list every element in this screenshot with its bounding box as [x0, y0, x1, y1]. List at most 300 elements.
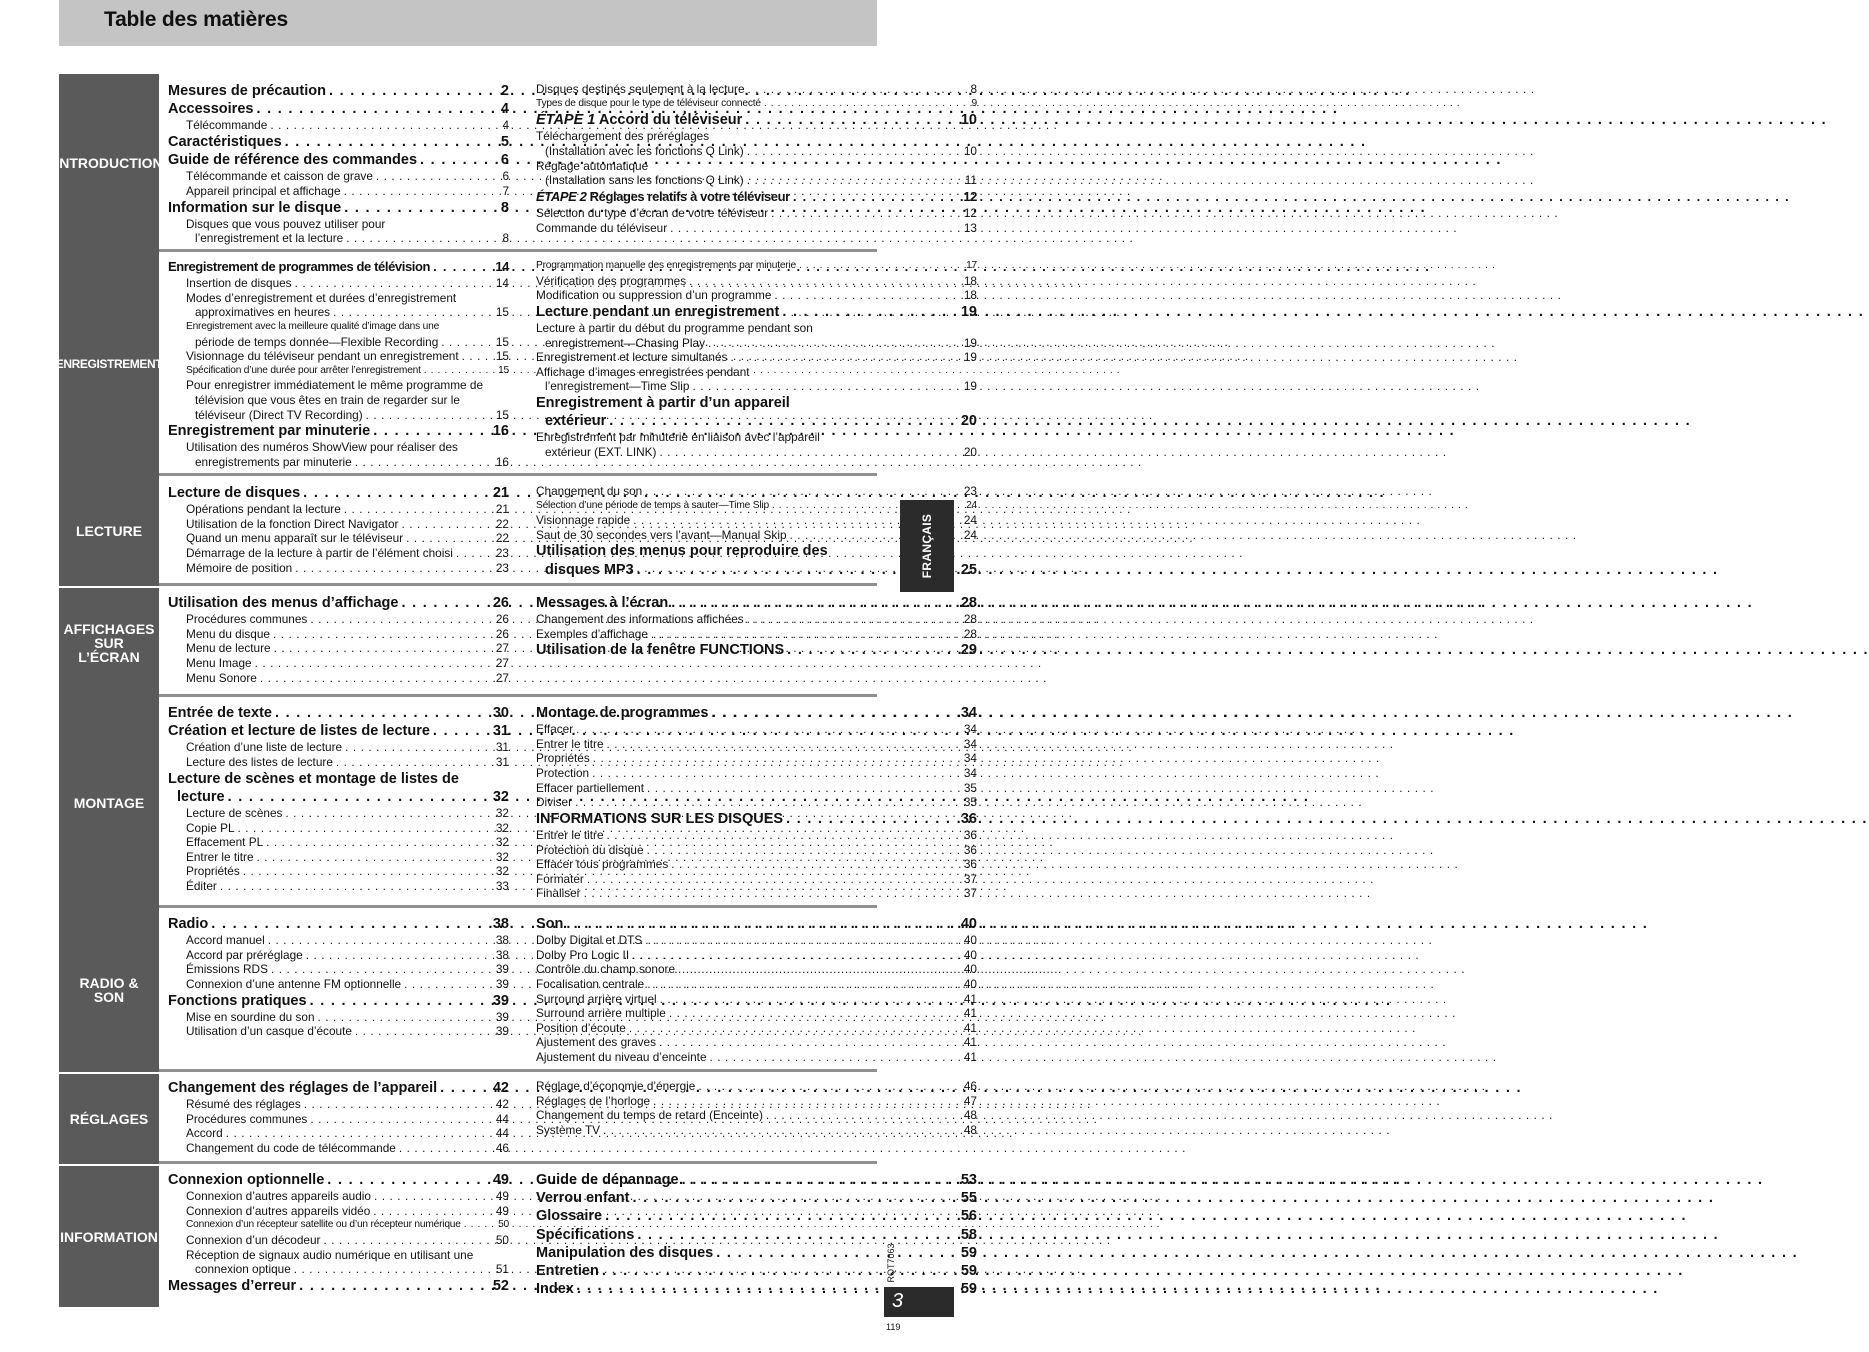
toc-page-number: 34 — [963, 722, 977, 737]
toc-entry — [168, 671, 509, 686]
toc-entry-text: Information sur le disque — [168, 199, 342, 216]
toc-entry-title — [177, 788, 225, 806]
toc-page-number: 8 — [502, 231, 509, 246]
toc-entry — [168, 231, 509, 246]
toc-entry-text: Montage de programmes — [536, 705, 709, 721]
toc-entry-title — [536, 528, 787, 543]
toc-entry-title — [186, 1204, 370, 1219]
toc-entry-text: Messages d’erreur — [168, 1277, 297, 1294]
toc-page-number: 25 — [960, 561, 977, 578]
toc-page-number: 19 — [963, 379, 977, 394]
dot-leader — [299, 1277, 490, 1295]
toc-entry-title — [536, 542, 828, 560]
dot-leader — [584, 886, 961, 901]
toc-entry-text: enregistrement—Chasing Play — [545, 335, 705, 350]
dot-leader — [238, 821, 493, 836]
toc-entry-title — [195, 408, 363, 423]
page-number: 3 — [892, 1290, 904, 1312]
toc-entry-title — [186, 546, 453, 561]
toc-entry — [536, 274, 977, 289]
dot-leader — [607, 737, 961, 752]
toc-entry-title — [186, 671, 257, 686]
dot-leader — [255, 656, 493, 671]
dot-leader — [257, 850, 493, 865]
toc-page-number: 31 — [495, 740, 509, 755]
toc-page-number: 41 — [963, 1035, 977, 1050]
toc-entry — [168, 656, 509, 671]
dot-leader — [303, 484, 490, 502]
section-label: RÉGLAGES — [59, 1074, 159, 1164]
toc-page-number: 17 — [966, 260, 977, 271]
toc-page-number: 55 — [960, 1190, 977, 1207]
toc-entry-text: Glossaire — [536, 1208, 603, 1225]
toc-entry — [168, 1010, 509, 1025]
toc-page-number: 36 — [960, 810, 977, 827]
toc-entry-text: Connexion d’autres appareils vidéo — [186, 1203, 371, 1218]
toc-entry — [168, 305, 509, 320]
toc-entry-text: Lecture de scènes et montage de listes de — [168, 770, 459, 787]
toc-entry-text: Surround arrière virtuel — [536, 991, 657, 1006]
toc-entry — [536, 810, 977, 828]
toc-page-number: 40 — [963, 933, 977, 948]
toc-entry-title — [168, 722, 430, 740]
toc-page-number: 31 — [492, 723, 509, 740]
toc-entry-text: Téléchargement des préréglages — [536, 129, 710, 144]
toc-entry-text: Réception de signaux audio numérique en utilisant une — [186, 1247, 474, 1262]
dot-leader — [602, 1262, 958, 1280]
toc-entry — [536, 857, 977, 872]
toc-entry-title — [536, 915, 563, 933]
toc-entry-text: Entrer le titre — [536, 827, 604, 842]
toc-page-number: 24 — [963, 513, 977, 528]
toc-page-number: 32 — [492, 788, 509, 805]
toc-entry-text: Pour enregistrer immédiatement le même programme de — [186, 378, 484, 393]
toc-entry — [168, 850, 509, 865]
toc-page-number: 13 — [963, 220, 977, 235]
toc-entry — [536, 828, 977, 843]
toc-entry-text: Son — [536, 916, 564, 932]
dot-leader — [424, 364, 495, 379]
toc-entry-title — [168, 151, 417, 169]
title-bar — [59, 0, 877, 46]
toc-entry-text: Changement des réglages de l’appareil — [168, 1080, 438, 1096]
section-label: MONTAGE — [59, 697, 159, 908]
toc-entry-text: Sélection d’une période de temps à sauter—Time Slip — [536, 499, 769, 511]
toc-entry — [168, 291, 509, 306]
toc-entry-text: Insertion de disques — [186, 276, 292, 291]
toc-page-number: 42 — [492, 1080, 509, 1096]
toc-entry-title — [536, 188, 790, 206]
page-title: Table des matières — [104, 8, 288, 31]
toc-entry-title — [186, 656, 252, 671]
toc-entry-title — [168, 770, 459, 788]
toc-entry — [168, 879, 509, 894]
toc-entry-title — [536, 641, 784, 659]
toc-page-number: 40 — [963, 947, 977, 962]
toc-entry — [536, 766, 977, 781]
toc-entry — [168, 100, 509, 118]
dot-leader — [647, 781, 961, 796]
section-label: ENREGISTREMENT — [59, 252, 159, 476]
dot-leader — [682, 1171, 958, 1189]
toc-column-left — [168, 74, 509, 252]
toc-entry-text: Verrou enfant — [536, 1190, 630, 1207]
dot-leader — [708, 336, 961, 351]
toc-entry-text: Affichage d’images enregistrées pendant — [536, 364, 750, 379]
toc-page-number: 59 — [960, 1263, 977, 1280]
toc-entry-text: Lecture de scènes — [186, 806, 283, 820]
toc-entry-title — [536, 1244, 713, 1262]
toc-entry-title — [536, 1079, 695, 1094]
toc-entry-title — [186, 169, 373, 184]
toc-entry-title — [536, 737, 604, 752]
toc-entry-text: Visionnage du téléviseur pendant un enregistrement — [186, 349, 459, 364]
dot-leader — [659, 1035, 961, 1050]
toc-entry-text: période de temps donnée—Flexible Recording — [195, 334, 439, 349]
toc-entry-title — [186, 835, 263, 850]
toc-entry-text: Système TV — [536, 1122, 601, 1137]
toc-entry — [168, 82, 509, 100]
toc-entry-text: Utilisation des menus pour reproduire des — [536, 543, 828, 560]
toc-entry — [536, 722, 977, 737]
toc-entry-text: Accord du téléviseur — [598, 112, 743, 129]
toc-entry-title — [545, 561, 634, 579]
toc-entry-text: Utilisation de la fonction Direct Navigator — [186, 516, 399, 531]
dot-leader — [710, 1050, 961, 1065]
toc-entry-text: Menu de lecture — [186, 641, 271, 656]
toc-page-number: 32 — [495, 849, 509, 864]
toc-entry-text: Fonctions pratiques — [168, 992, 307, 1009]
dot-leader — [745, 111, 958, 129]
toc-page-number: 26 — [495, 626, 509, 641]
dot-leader — [329, 82, 498, 100]
toc-entry-text: Vérification des programmes — [536, 273, 687, 288]
toc-entry-title — [536, 795, 572, 810]
toc-entry-title — [545, 445, 656, 460]
toc-page-number: 41 — [963, 1020, 977, 1035]
toc-entry — [168, 915, 509, 933]
toc-entry — [168, 1171, 509, 1189]
dot-leader — [782, 303, 958, 321]
toc-entry-title — [545, 379, 689, 394]
toc-entry-text: Disques destinés seulement à la lecture — [536, 82, 745, 96]
toc-entry-text: Exemples d’affichage — [536, 626, 648, 641]
toc-entry — [168, 1218, 509, 1233]
toc-page-number: 4 — [500, 101, 509, 118]
section-label: INFORMATION — [59, 1166, 159, 1307]
toc-entry — [168, 378, 509, 393]
toc-entry — [168, 408, 509, 423]
toc-entry-title — [186, 561, 292, 576]
toc-entry — [168, 1024, 509, 1039]
toc-entry-title — [168, 992, 307, 1010]
toc-entry — [168, 740, 509, 755]
dot-leader — [678, 962, 961, 977]
toc-entry-text: Télécommande — [186, 118, 268, 133]
toc-entry-title — [536, 1050, 707, 1065]
toc-entry-title — [168, 1277, 296, 1295]
toc-entry-text: Enregistrement par minuterie — [168, 423, 371, 440]
toc-entry-text: Guide de référence des commandes — [168, 152, 418, 169]
toc-entry-text: Réglages relatifs à votre téléviseur — [589, 188, 790, 204]
toc-entry-text: Effacer — [536, 722, 574, 737]
toc-entry — [536, 321, 977, 336]
toc-entry-text: Mémoire de position — [186, 560, 293, 575]
toc-entry — [168, 546, 509, 561]
dot-leader — [260, 671, 493, 686]
toc-page-number: 32 — [495, 820, 509, 835]
toc-entry-text: Utilisation des menus d’affichage — [168, 595, 399, 611]
toc-entry-title — [186, 1112, 307, 1127]
toc-entry-title — [536, 992, 657, 1007]
language-tab — [900, 500, 954, 592]
toc-entry-title — [168, 1171, 324, 1189]
toc-entry-text: Réglage automatique — [536, 158, 649, 173]
toc-page-number: 44 — [495, 1126, 509, 1141]
toc-column-left — [168, 1074, 509, 1164]
toc-page-number: 56 — [960, 1208, 977, 1225]
toc-page-number: 19 — [963, 350, 977, 365]
toc-entry — [536, 781, 977, 796]
section-introduction — [55, 74, 977, 252]
toc-entry-title — [186, 879, 217, 894]
dot-leader — [787, 641, 958, 659]
toc-entry — [168, 133, 509, 151]
toc-entry-title — [186, 740, 342, 755]
dot-leader — [401, 594, 489, 612]
toc-column-left — [168, 908, 509, 1072]
toc-column-right — [536, 1166, 977, 1307]
dot-leader — [786, 810, 958, 828]
toc-entry-title — [536, 612, 744, 627]
toc-entry-text: Types de disque pour le type de téléviseur connecté — [536, 97, 761, 109]
toc-page-number: 36 — [963, 857, 977, 872]
toc-page-number: 6 — [500, 152, 509, 169]
dot-leader — [647, 843, 961, 858]
toc-entry-title — [186, 378, 483, 393]
toc-entry — [536, 288, 977, 303]
page-number-box — [884, 1287, 954, 1317]
toc-entry-title — [168, 199, 341, 217]
toc-entry-title — [186, 1248, 473, 1263]
toc-entry-text: Procédures communes — [186, 612, 308, 627]
toc-column-right — [536, 1074, 977, 1164]
toc-entry — [168, 335, 509, 350]
toc-entry — [168, 118, 509, 133]
toc-page-number: 50 — [498, 1219, 509, 1231]
toc-entry-title — [168, 1079, 437, 1097]
dot-leader — [669, 1006, 961, 1021]
toc-entry — [536, 843, 977, 858]
toc-entry — [536, 336, 977, 351]
dot-leader — [799, 259, 963, 274]
toc-entry-title — [545, 173, 744, 188]
toc-page-number: 24 — [966, 499, 977, 511]
toc-entry — [536, 751, 977, 766]
toc-entry-title — [536, 751, 590, 766]
toc-entry — [168, 1233, 509, 1248]
toc-entry-title — [186, 962, 268, 977]
dot-leader — [399, 1141, 493, 1156]
toc-entry — [168, 502, 509, 517]
toc-entry-title — [186, 1189, 371, 1204]
toc-page-number: 36 — [963, 827, 977, 842]
toc-entry-title — [536, 365, 750, 380]
toc-entry-text: Ajustement des graves — [536, 1035, 656, 1050]
toc-page-number: 37 — [963, 871, 977, 886]
toc-page-number: 23 — [963, 484, 977, 498]
toc-page-number: 51 — [495, 1262, 509, 1277]
toc-entry-text: Création et lecture de listes de lecture — [168, 723, 430, 740]
toc-entry — [168, 484, 509, 502]
toc-entry-text: (Installation avec les fonctions Q Link) — [545, 143, 744, 158]
toc-entry-text: Démarrage de la lecture à partir de l’élément choisi — [186, 545, 453, 560]
toc-entry — [168, 349, 509, 364]
toc-entry-text: téléviseur (Direct TV Recording) — [195, 407, 363, 422]
toc-page-number: 15 — [495, 305, 509, 320]
toc-page-number: 49 — [495, 1189, 509, 1204]
toc-entry-title — [536, 303, 779, 321]
toc-entry-title — [186, 184, 341, 199]
toc-entry — [168, 1112, 509, 1127]
toc-entry-text: Entrée de texte — [168, 705, 272, 721]
dot-leader — [632, 948, 961, 963]
toc-entry-text: Copie PL — [186, 820, 235, 835]
dot-leader — [592, 766, 961, 781]
toc-page-number: 23 — [495, 545, 509, 560]
toc-entry-title — [545, 144, 744, 159]
dot-leader — [401, 517, 492, 532]
toc-entry — [536, 737, 977, 752]
dot-leader — [220, 879, 493, 894]
section-montage — [59, 697, 977, 908]
toc-entry-title — [536, 872, 584, 887]
toc-entry-title — [536, 1226, 634, 1244]
toc-entry-title — [186, 641, 271, 656]
toc-entry — [536, 933, 977, 948]
toc-column-right — [536, 74, 977, 252]
toc-entry-text: Changement du code de télécommande — [186, 1140, 396, 1155]
toc-entry-title — [186, 291, 456, 306]
toc-entry — [536, 445, 977, 460]
toc-entry-title — [536, 499, 769, 514]
dot-leader — [274, 641, 493, 656]
dot-leader — [659, 445, 960, 460]
toc-entry-title — [168, 484, 300, 502]
toc-entry-text: Guide de dépannage — [536, 1172, 679, 1188]
toc-entry — [536, 144, 977, 159]
toc-entry-text: Protection — [536, 765, 590, 780]
toc-entry-text: Éditer — [186, 878, 217, 893]
dot-leader — [607, 828, 961, 843]
toc-entry — [536, 1123, 977, 1138]
toc-entry-text: Connexion d’une antenne FM optionnelle — [186, 976, 402, 991]
toc-page-number: 30 — [492, 705, 509, 721]
toc-page-number: 8 — [500, 199, 509, 216]
dot-leader — [670, 221, 961, 236]
toc-entry-text: Connexion optionnelle — [168, 1172, 325, 1188]
toc-entry — [536, 1050, 977, 1065]
toc-page-number: 27 — [495, 655, 509, 670]
toc-entry — [536, 188, 977, 206]
toc-entry-title — [536, 394, 790, 412]
toc-entry — [168, 835, 509, 850]
toc-entry-title — [168, 100, 253, 118]
toc-page-number: 47 — [963, 1093, 977, 1108]
toc-entry — [168, 1126, 509, 1141]
toc-entry — [536, 394, 977, 412]
toc-entry-text: approximatives en heures — [195, 305, 331, 320]
toc-entry-title — [168, 915, 208, 933]
toc-page-number: 15 — [498, 364, 509, 376]
toc-entry-text: Protection du disque — [536, 842, 644, 857]
toc-entry-title — [536, 962, 675, 977]
dot-leader — [651, 627, 961, 642]
toc-entry — [536, 412, 977, 430]
toc-entry-title — [536, 843, 644, 858]
toc-entry-text: Modification ou suppression d’un programme — [536, 288, 772, 303]
dot-leader — [366, 408, 493, 423]
dot-leader — [632, 1189, 957, 1207]
toc-page-number: 21 — [492, 485, 509, 501]
toc-entry-text: INFORMATIONS SUR LES DISQUES — [536, 810, 784, 827]
toc-entry — [168, 517, 509, 532]
toc-entry-text: Opérations pendant la lecture — [186, 502, 341, 517]
dot-leader — [766, 1108, 961, 1123]
toc-page-number: 38 — [495, 933, 509, 948]
dot-leader — [226, 1126, 493, 1141]
toc-entry-title — [186, 531, 403, 546]
toc-entry-title — [186, 502, 341, 517]
dot-leader — [256, 100, 497, 118]
section-radio-son — [59, 908, 977, 1072]
toc-entry-text: Ajustement du niveau d’enceinte — [536, 1049, 707, 1064]
toc-page-number: 9 — [971, 97, 977, 109]
dot-leader — [433, 722, 490, 740]
dot-leader — [764, 97, 969, 112]
toc-entry-title — [168, 594, 398, 612]
toc-page-number: 24 — [963, 527, 977, 542]
toc-entry-text: Formater — [536, 871, 584, 886]
toc-entry-title — [536, 828, 604, 843]
toc-entry — [536, 992, 977, 1007]
toc-page-number: 38 — [492, 916, 509, 932]
dot-leader — [653, 1094, 961, 1109]
dot-leader — [605, 1207, 958, 1225]
toc-entry — [536, 627, 977, 642]
toc-entry-title — [536, 704, 708, 722]
dot-leader — [692, 379, 960, 394]
dot-leader — [406, 531, 493, 546]
toc-entry-text: Entrer le titre — [186, 849, 254, 864]
dot-leader — [576, 722, 961, 737]
toc-entry-text: Enregistrement et lecture simultanés — [536, 350, 728, 365]
toc-entry — [168, 440, 509, 455]
toc-entry-title — [168, 258, 430, 276]
document-code-text: RQT7063 — [886, 1243, 896, 1283]
toc-entry-title — [186, 933, 265, 948]
toc-entry-title — [186, 850, 254, 865]
toc-page-number: 46 — [963, 1079, 977, 1093]
toc-entry-title — [186, 118, 267, 133]
toc-entry — [168, 169, 509, 184]
toc-entry-title — [186, 612, 307, 627]
toc-entry — [168, 612, 509, 627]
toc-page-number: 42 — [495, 1097, 509, 1112]
toc-page-number: 28 — [963, 612, 977, 627]
toc-entry — [536, 173, 977, 188]
toc-entry — [168, 722, 509, 740]
